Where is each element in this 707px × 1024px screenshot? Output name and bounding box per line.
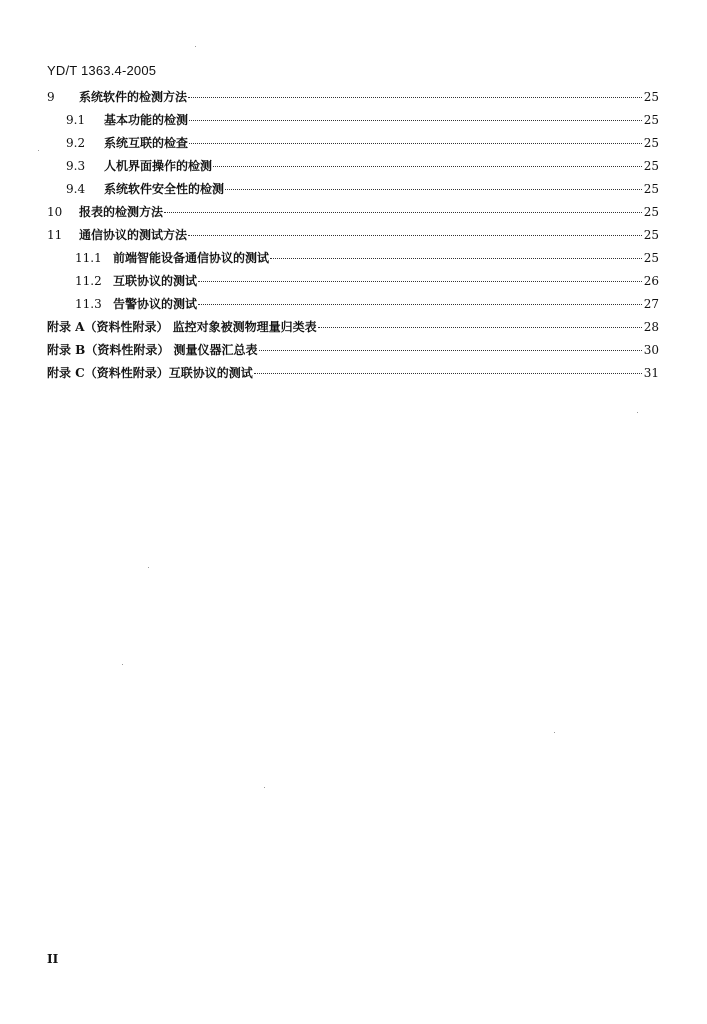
- toc-entry-page: 25: [643, 90, 659, 104]
- toc-dot-leader: [189, 110, 642, 124]
- toc-entry-number: 9.2: [66, 136, 86, 150]
- toc-entry-title: 告警协议的测试: [113, 297, 198, 311]
- scan-speck: [195, 46, 196, 47]
- toc-dot-leader: [189, 133, 642, 147]
- page-numeral: II: [47, 952, 59, 966]
- scan-speck: [637, 412, 638, 413]
- toc-entry-title: 前端智能设备通信协议的测试: [113, 251, 270, 265]
- toc-entry-number: 11.3: [75, 297, 102, 311]
- toc-dot-leader: [188, 87, 642, 101]
- toc-entry-11-2[interactable]: [47, 270, 659, 293]
- toc-entry-title: 报表的检测方法: [79, 205, 164, 219]
- toc-entry-number: 9: [47, 90, 55, 104]
- toc-entry-title: 附录 C（资料性附录）互联协议的测试: [47, 366, 253, 380]
- toc-dot-leader: [270, 248, 642, 262]
- toc-entry-9-1[interactable]: [47, 109, 659, 132]
- toc-entry-page: 31: [643, 366, 659, 380]
- toc-entry-title: 人机界面操作的检测: [104, 159, 213, 173]
- toc-entry-appendix-a[interactable]: [47, 316, 659, 339]
- toc-entry-page: 27: [643, 297, 659, 311]
- toc-entry-number: 11.2: [75, 274, 102, 288]
- toc-entry-page: 25: [643, 251, 659, 265]
- toc-entry-9-2[interactable]: [47, 132, 659, 155]
- toc-entry-title: 系统互联的检查: [104, 136, 189, 150]
- toc-entry-number: 9.3: [66, 159, 86, 173]
- toc-entry-number: 10: [47, 205, 63, 219]
- scan-speck: [148, 567, 149, 568]
- standard-number-header: YD/T 1363.4-2005: [47, 63, 157, 78]
- scan-speck: [554, 732, 555, 733]
- toc-dot-leader: [198, 271, 642, 285]
- toc-entry-11-1[interactable]: [47, 247, 659, 270]
- toc-entry-number: 9.4: [66, 182, 86, 196]
- toc-entry-10[interactable]: [47, 201, 659, 224]
- toc-entry-title: 通信协议的测试方法: [79, 228, 188, 242]
- toc-entry-title: 附录 B（资料性附录） 测量仪器汇总表: [47, 343, 258, 357]
- toc-dot-leader: [213, 156, 642, 170]
- toc-dot-leader: [254, 363, 642, 377]
- toc-entry-page: 25: [643, 113, 659, 127]
- toc-entry-number: 11: [47, 228, 63, 242]
- toc-entry-page: 25: [643, 205, 659, 219]
- toc-dot-leader: [188, 225, 642, 239]
- toc-entry-page: 25: [643, 159, 659, 173]
- table-of-contents: [47, 86, 659, 385]
- toc-entry-number: 9.1: [66, 113, 86, 127]
- toc-dot-leader: [225, 179, 642, 193]
- toc-dot-leader: [164, 202, 642, 216]
- toc-entry-page: 25: [643, 182, 659, 196]
- toc-entry-title: 系统软件安全性的检测: [104, 182, 225, 196]
- toc-entry-title: 系统软件的检测方法: [79, 90, 188, 104]
- scan-speck: [264, 787, 265, 788]
- toc-entry-number: 11.1: [75, 251, 102, 265]
- toc-entry-title: 互联协议的测试: [113, 274, 198, 288]
- toc-entry-title: 附录 A（资料性附录） 监控对象被测物理量归类表: [47, 320, 317, 334]
- toc-entry-11-3[interactable]: [47, 293, 659, 316]
- toc-entry-appendix-c[interactable]: [47, 362, 659, 385]
- toc-entry-9-3[interactable]: [47, 155, 659, 178]
- toc-dot-leader: [318, 317, 642, 331]
- toc-entry-appendix-b[interactable]: [47, 339, 659, 362]
- toc-entry-page: 25: [643, 228, 659, 242]
- toc-entry-9-4[interactable]: [47, 178, 659, 201]
- toc-entry-page: 28: [643, 320, 659, 334]
- toc-entry-page: 26: [643, 274, 659, 288]
- toc-entry-title: 基本功能的检测: [104, 113, 189, 127]
- toc-entry-9[interactable]: [47, 86, 659, 109]
- toc-dot-leader: [198, 294, 642, 308]
- toc-entry-page: 30: [643, 343, 659, 357]
- scan-speck: [122, 664, 123, 665]
- toc-dot-leader: [259, 340, 643, 354]
- toc-entry-11[interactable]: [47, 224, 659, 247]
- scan-speck: [38, 150, 39, 151]
- toc-entry-page: 25: [643, 136, 659, 150]
